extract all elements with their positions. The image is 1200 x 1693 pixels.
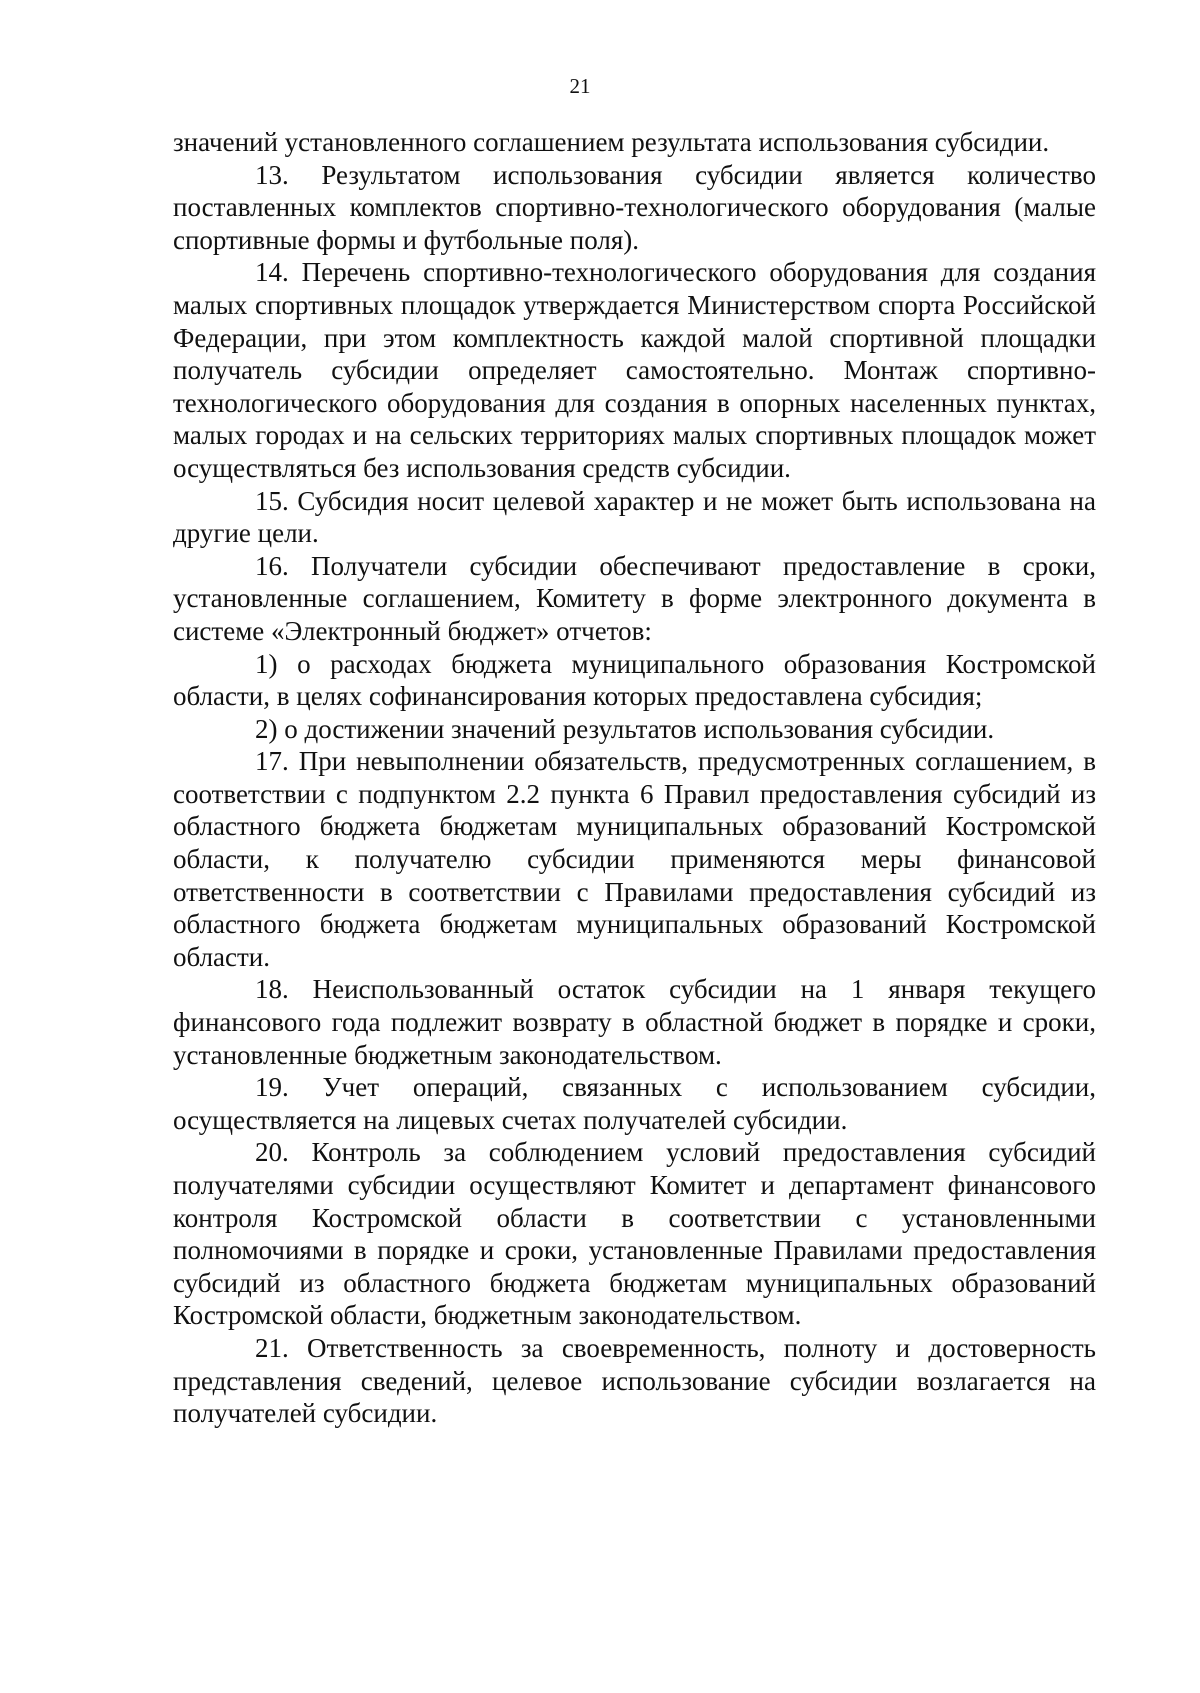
paragraph-15: 15. Субсидия носит целевой характер и не может быть использована на другие цели. xyxy=(173,485,1096,549)
page-number: 21 xyxy=(569,74,591,98)
list-item-16-2: 2) о достижении значений результатов использования субсидии. xyxy=(255,713,995,744)
list-item-16-1: 1) о расходах бюджета муниципального образования Костромской области, в целях софинансирования которых предоставлена субсидия; xyxy=(173,648,1096,712)
paragraph-17: 17. При невыполнении обязательств, предусмотренных соглашением, в соответствии с подпунктом 2.2 пункта 6 Правил предоставления субсидий из областного бюджета бюджетам муниципальных образований Костромской области, к получателю субсидии применяются меры финансовой ответственности в соответствии с Правилами предоставления субсидий из областного бюджета бюджетам муниципальных образований Костромской области. xyxy=(173,746,1096,972)
paragraph-14: 14. Перечень спортивно-технологического оборудования для создания малых спортивных площадок утверждается Министерством спорта Российской Федерации, при этом комплектность каждой малой спортивной площадки получатель субсидии определяет самостоятельно. Монтаж спортивно-технологического оборудования для создания в опорных населенных пунктах, малых городах и на сельских территориях малых спортивных площадок может осуществляться без использования средств субсидии. xyxy=(173,257,1096,483)
paragraph-continuation: значений установленного соглашением результата использования субсидии. xyxy=(173,127,1050,157)
document-body xyxy=(173,126,1096,1430)
paragraph-16: 16. Получатели субсидии обеспечивают предоставление в сроки, установленные соглашением, Комитету в форме электронного документа в системе «Электронный бюджет» отчетов: xyxy=(173,550,1096,646)
paragraph-13: 13. Результатом использования субсидии является количество поставленных комплектов спортивно-технологического оборудования (малые спортивные формы и футбольные поля). xyxy=(173,159,1096,255)
paragraph-20: 20. Контроль за соблюдением условий предоставления субсидий получателями субсидии осуществляют Комитет и департамент финансового контроля Костромской области в соответствии с установленными полномочиями в порядке и сроки, установленные Правилами предоставления субсидий из областного бюджета бюджетам муниципальных образований Костромской области, бюджетным законодательством. xyxy=(173,1137,1096,1331)
paragraph-19: 19. Учет операций, связанных с использованием субсидии, осуществляется на лицевых счетах получателей субсидии. xyxy=(173,1072,1096,1135)
paragraph-18: 18. Неиспользованный остаток субсидии на 1 января текущего финансового года подлежит возврату в областной бюджет в порядке и сроки, установленные бюджетным законодательством. xyxy=(173,974,1096,1070)
paragraph-21: 21. Ответственность за своевременность, полноту и достоверность представления сведений, целевое использование субсидии возлагается на получателей субсидии. xyxy=(173,1332,1096,1429)
